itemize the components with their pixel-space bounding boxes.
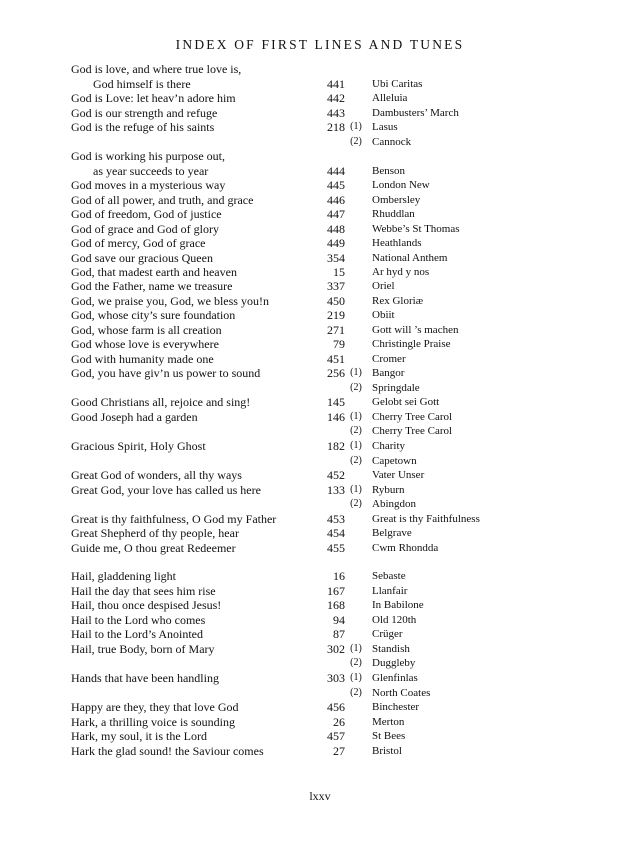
tune-name: Obiit [372, 309, 395, 321]
tune-name: Abingdon [372, 498, 416, 510]
first-line-text: God whose love is everywhere [71, 337, 219, 351]
tune-name: Springdale [372, 382, 420, 394]
index-row [0, 193, 640, 208]
tune-alternative-marker: (2) [350, 382, 362, 393]
tune-name: Belgrave [372, 527, 412, 539]
hymn-number: 168 [327, 598, 345, 612]
index-row [0, 91, 640, 106]
hymn-number: 79 [333, 337, 345, 351]
index-row [0, 424, 640, 439]
index-row [0, 483, 640, 498]
tune-name: Ryburn [372, 484, 405, 496]
index-row [0, 279, 640, 294]
tune-name: Vater Unser [372, 469, 425, 481]
first-line-text: Hail, true Body, born of Mary [71, 642, 215, 656]
index-row [0, 541, 640, 556]
first-line-text: Hail, thou once despised Jesus! [71, 598, 222, 612]
index-row [0, 135, 640, 150]
index-row [0, 584, 640, 599]
tune-name: Binchester [372, 701, 420, 713]
tune-name: St Bees [372, 730, 406, 742]
index-row [0, 627, 640, 642]
first-line-text: as year succeeds to year [93, 164, 209, 178]
tune-alternative-marker: (2) [350, 425, 362, 436]
index-row [0, 410, 640, 425]
tune-name: Webbe’s St Thomas [372, 223, 460, 235]
index-row [0, 395, 640, 410]
hymn-number: 451 [327, 352, 345, 366]
tune-name: Llanfair [372, 585, 408, 597]
first-line-text: Hail to the Lord’s Anointed [71, 627, 203, 641]
first-line-text: Hail, gladdening light [71, 569, 176, 583]
tune-alternative-marker: (2) [350, 136, 362, 147]
first-line-text: Great is thy faithfulness, O God my Father [71, 512, 277, 526]
index-row [0, 656, 640, 671]
first-line-text: Hark, a thrilling voice is sounding [71, 715, 235, 729]
tune-name: Cherry Tree Carol [372, 425, 453, 437]
tune-name: Duggleby [372, 657, 416, 669]
hymn-number: 337 [327, 279, 345, 293]
tune-name: Gelobt sei Gott [372, 396, 440, 408]
hymn-number: 450 [327, 294, 345, 308]
first-line-text: God of grace and God of glory [71, 222, 219, 236]
first-line-text: Great Shepherd of thy people, hear [71, 526, 239, 540]
tune-name: Bristol [372, 745, 402, 757]
hymn-number: 457 [327, 729, 345, 743]
tune-name: London New [372, 179, 430, 191]
tune-name: Oriel [372, 280, 395, 292]
tune-name: North Coates [372, 687, 431, 699]
index-row [0, 308, 640, 323]
first-line-text: God moves in a mysterious way [71, 178, 226, 192]
hymn-number: 453 [327, 512, 345, 526]
hymn-number: 454 [327, 526, 345, 540]
first-line-text: Hail to the Lord who comes [71, 613, 206, 627]
index-row [0, 686, 640, 701]
first-line-text: God of mercy, God of grace [71, 236, 206, 250]
first-line-text: God with humanity made one [71, 352, 214, 366]
hymn-number: 94 [333, 613, 345, 627]
hymn-number: 446 [327, 193, 345, 207]
hymn-number: 167 [327, 584, 345, 598]
index-row [0, 106, 640, 121]
index-row [0, 265, 640, 280]
tune-name: Cannock [372, 136, 412, 148]
index-row [0, 569, 640, 584]
index-row [0, 294, 640, 309]
first-line-text: Good Joseph had a garden [71, 410, 198, 424]
index-row [0, 366, 640, 381]
hymn-number: 303 [327, 671, 345, 685]
first-line-text: Gracious Spirit, Holy Ghost [71, 439, 206, 453]
tune-alternative-marker: (1) [350, 672, 362, 683]
tune-name: National Anthem [372, 252, 448, 264]
index-row [0, 62, 640, 77]
index-row [0, 120, 640, 135]
first-line-text: God of freedom, God of justice [71, 207, 222, 221]
index-row [0, 613, 640, 628]
index-row [0, 207, 640, 222]
tune-name: Heathlands [372, 237, 422, 249]
hymn-number: 354 [327, 251, 345, 265]
hymn-number: 27 [333, 744, 345, 758]
tune-alternative-marker: (2) [350, 657, 362, 668]
first-line-text: God is our strength and refuge [71, 106, 218, 120]
tune-name: Rex Gloriæ [372, 295, 424, 307]
first-line-text: Hark, my soul, it is the Lord [71, 729, 207, 743]
hymn-number: 456 [327, 700, 345, 714]
index-row [0, 497, 640, 512]
first-line-text: Great God of wonders, all thy ways [71, 468, 242, 482]
index-row [0, 352, 640, 367]
index-row [0, 454, 640, 469]
first-line-text: God is the refuge of his saints [71, 120, 215, 134]
hymn-number: 449 [327, 236, 345, 250]
tune-name: Bangor [372, 367, 405, 379]
index-row [0, 251, 640, 266]
first-line-text: Good Christians all, rejoice and sing! [71, 395, 251, 409]
hymn-number: 133 [327, 483, 345, 497]
hymn-number: 256 [327, 366, 345, 380]
tune-name: Glenfinlas [372, 672, 418, 684]
first-line-text: God is working his purpose out, [71, 149, 225, 163]
hymn-number: 15 [333, 265, 345, 279]
tune-name: Merton [372, 716, 405, 728]
index-row [0, 715, 640, 730]
first-line-text: God, whose farm is all creation [71, 323, 222, 337]
tune-alternative-marker: (1) [350, 367, 362, 378]
tune-name: Ombersley [372, 194, 421, 206]
index-row [0, 439, 640, 454]
hymn-number: 302 [327, 642, 345, 656]
hymn-number: 146 [327, 410, 345, 424]
tune-alternative-marker: (1) [350, 411, 362, 422]
hymn-number: 219 [327, 308, 345, 322]
hymn-number: 271 [327, 323, 345, 337]
first-line-text: God, whose city’s sure foundation [71, 308, 236, 322]
first-line-text: God, you have giv’n us power to sound [71, 366, 261, 380]
index-row [0, 381, 640, 396]
tune-alternative-marker: (2) [350, 455, 362, 466]
tune-alternative-marker: (1) [350, 440, 362, 451]
tune-name: Christingle Praise [372, 338, 451, 350]
hymn-number: 441 [327, 77, 345, 91]
index-row [0, 512, 640, 527]
tune-name: Ar hyd y nos [372, 266, 430, 278]
tune-name: Sebaste [372, 570, 406, 582]
first-line-text: God, that madest earth and heaven [71, 265, 237, 279]
tune-name: Standish [372, 643, 410, 655]
hymn-number: 444 [327, 164, 345, 178]
index-row [0, 236, 640, 251]
tune-name: Cromer [372, 353, 406, 365]
index-row [0, 744, 640, 759]
index-row [0, 671, 640, 686]
tune-name: Alleluia [372, 92, 408, 104]
first-line-text: Guide me, O thou great Redeemer [71, 541, 236, 555]
tune-name: Ubi Caritas [372, 78, 423, 90]
index-row [0, 598, 640, 613]
first-line-text: God himself is there [93, 77, 191, 91]
first-line-text: Great God, your love has called us here [71, 483, 261, 497]
index-row [0, 642, 640, 657]
tune-name: Cwm Rhondda [372, 542, 439, 554]
tune-name: Capetown [372, 455, 417, 467]
first-line-text: Hail the day that sees him rise [71, 584, 216, 598]
first-line-text: God of all power, and truth, and grace [71, 193, 254, 207]
index-row [0, 149, 640, 164]
index-row [0, 729, 640, 744]
hymn-number: 26 [333, 715, 345, 729]
index-row [0, 526, 640, 541]
first-line-text: Happy are they, they that love God [71, 700, 239, 714]
hymn-number: 182 [327, 439, 345, 453]
tune-name: Gott will ’s machen [372, 324, 459, 336]
hymn-number: 218 [327, 120, 345, 134]
index-row [0, 77, 640, 92]
tune-name: Rhuddlan [372, 208, 415, 220]
hymn-number: 452 [327, 468, 345, 482]
tune-name: Great is thy Faithfulness [372, 513, 480, 525]
first-line-text: Hands that have been handling [71, 671, 219, 685]
hymn-number: 145 [327, 395, 345, 409]
tune-alternative-marker: (1) [350, 643, 362, 654]
page-title: INDEX OF FIRST LINES AND TUNES [175, 37, 465, 52]
tune-name: Crüger [372, 628, 403, 640]
tune-alternative-marker: (1) [350, 121, 362, 132]
index-row [0, 323, 640, 338]
first-line-text: God is love, and where true love is, [71, 62, 242, 76]
tune-name: Dambusters’ March [372, 107, 459, 119]
hymn-number: 16 [333, 569, 345, 583]
index-row [0, 468, 640, 483]
hymn-number: 445 [327, 178, 345, 192]
hymn-number: 455 [327, 541, 345, 555]
index-row [0, 164, 640, 179]
index-row [0, 222, 640, 237]
tune-alternative-marker: (2) [350, 687, 362, 698]
first-line-text: God, we praise you, God, we bless you!n [71, 294, 269, 308]
first-line-text: God is Love: let heav’n adore him [71, 91, 236, 105]
tune-name: Benson [372, 165, 405, 177]
tune-alternative-marker: (2) [350, 498, 362, 509]
index-row [0, 178, 640, 193]
hymn-number: 87 [333, 627, 345, 641]
tune-name: Lasus [372, 121, 398, 133]
first-line-text: God the Father, name we treasure [71, 279, 233, 293]
hymn-number: 448 [327, 222, 345, 236]
hymn-number: 442 [327, 91, 345, 105]
first-line-text: God save our gracious Queen [71, 251, 213, 265]
tune-name: Charity [372, 440, 405, 452]
first-line-text: Hark the glad sound! the Saviour comes [71, 744, 264, 758]
tune-name: Old 120th [372, 614, 417, 626]
page-number: lxxv [309, 789, 331, 803]
hymn-number: 447 [327, 207, 345, 221]
index-row [0, 700, 640, 715]
tune-name: Cherry Tree Carol [372, 411, 453, 423]
tune-name: In Babilone [372, 599, 424, 611]
hymn-number: 443 [327, 106, 345, 120]
tune-alternative-marker: (1) [350, 484, 362, 495]
index-row [0, 337, 640, 352]
